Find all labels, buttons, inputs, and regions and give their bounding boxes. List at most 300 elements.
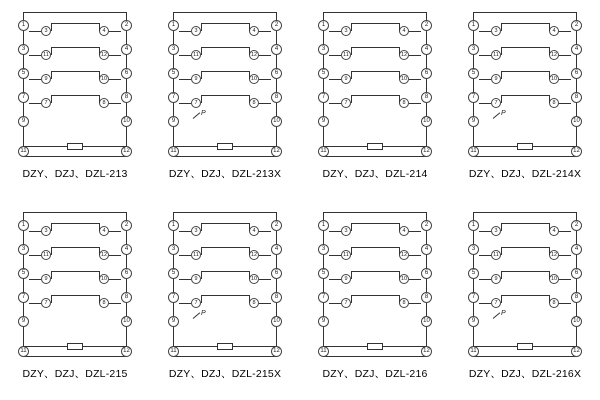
wire-right-0 (259, 231, 271, 232)
terminal-right-2[interactable]: 2 (271, 20, 282, 31)
terminal-left-3[interactable]: 3 (168, 244, 179, 255)
terminal-left-1[interactable]: 1 (468, 20, 479, 31)
contact-leg-l-2 (201, 71, 202, 79)
coil-wire-left (473, 146, 517, 147)
terminal-left-1[interactable]: 1 (318, 220, 329, 231)
contact-leg-r-0 (399, 223, 400, 231)
wire-left-3 (329, 303, 341, 304)
wire-left-3 (179, 303, 191, 304)
contact-right-4[interactable]: 4 (249, 226, 259, 236)
terminal-left-11[interactable]: 11 (318, 346, 329, 357)
contact-left-9[interactable]: 9 (191, 74, 201, 84)
wire-left-1 (29, 255, 41, 256)
terminal-right-8[interactable]: 8 (121, 292, 132, 303)
contact-bridge-3 (351, 295, 399, 296)
diagram-outline (323, 12, 427, 157)
wire-right-0 (409, 31, 421, 32)
contact-left-3[interactable]: 3 (191, 226, 201, 236)
contact-left-7[interactable]: 7 (341, 298, 351, 308)
coil-wire-right (383, 146, 426, 147)
terminal-left-11[interactable]: 11 (168, 346, 179, 357)
contact-left-9[interactable]: 9 (191, 274, 201, 284)
terminal-right-10[interactable]: 10 (121, 316, 132, 327)
terminal-left-5[interactable]: 5 (18, 268, 29, 279)
contact-bridge-2 (51, 271, 99, 272)
terminal-left-11[interactable]: 11 (468, 146, 479, 157)
coil-wire-left (323, 346, 367, 347)
terminal-right-2[interactable]: 2 (271, 220, 282, 231)
contact-left-3[interactable]: 3 (41, 226, 51, 236)
wire-right-3 (109, 103, 121, 104)
terminal-left-5[interactable]: 5 (168, 268, 179, 279)
contact-right-10[interactable]: 10 (400, 276, 408, 282)
terminal-left-7[interactable]: 7 (318, 292, 329, 303)
wire-right-3 (259, 103, 271, 104)
contact-leg-l-1 (201, 247, 202, 255)
contact-right-8[interactable]: 8 (99, 98, 109, 108)
terminal-left-7[interactable]: 7 (468, 92, 479, 103)
wire-left-1 (179, 255, 191, 256)
contact-left-7[interactable]: 7 (491, 98, 501, 108)
contact-right-10[interactable]: 10 (250, 76, 258, 82)
terminal-right-4[interactable]: 4 (421, 44, 432, 55)
wire-right-2 (409, 79, 421, 80)
terminal-right-8[interactable]: 8 (121, 92, 132, 103)
terminal-right-8[interactable]: 8 (421, 292, 432, 303)
terminal-left-5[interactable]: 5 (18, 68, 29, 79)
terminal-right-6[interactable]: 6 (271, 68, 282, 79)
terminal-right-6[interactable]: 6 (421, 268, 432, 279)
wire-left-0 (179, 31, 191, 32)
contact-bridge-2 (501, 271, 549, 272)
contact-left-7[interactable]: 7 (341, 98, 351, 108)
terminal-left-9[interactable]: 9 (468, 116, 479, 127)
wire-left-2 (29, 279, 41, 280)
wire-left-2 (479, 279, 491, 280)
diagram-caption: DZY、DZJ、DZL-215X (168, 368, 282, 380)
contact-left-3[interactable]: 3 (341, 26, 351, 36)
wire-right-0 (109, 31, 121, 32)
terminal-right-8[interactable]: 8 (271, 92, 282, 103)
contact-left-11[interactable]: 11 (491, 250, 501, 260)
contact-left-9[interactable]: 9 (491, 274, 501, 284)
diagram-cell-dzl-216 (300, 200, 450, 400)
terminal-right-8[interactable]: 8 (571, 292, 582, 303)
wire-left-3 (179, 103, 191, 104)
wire-left-1 (479, 55, 491, 56)
contact-right-4[interactable]: 4 (549, 226, 559, 236)
contact-right-4[interactable]: 4 (399, 26, 409, 36)
contact-left-9[interactable]: 9 (341, 274, 351, 284)
contact-bridge-2 (351, 271, 399, 272)
terminal-left-9[interactable]: 9 (18, 116, 29, 127)
terminal-right-6[interactable]: 6 (571, 68, 582, 79)
terminal-left-3[interactable]: 3 (18, 44, 29, 55)
terminal-left-1[interactable]: 1 (168, 220, 179, 231)
diagram-caption: DZY、DZJ、DZL-216 (322, 368, 428, 380)
terminal-left-3[interactable]: 3 (318, 244, 329, 255)
contact-right-10[interactable]: 10 (100, 76, 108, 82)
coil-symbol (517, 143, 533, 150)
contact-leg-l-3 (351, 295, 352, 303)
terminal-right-12[interactable]: 12 (421, 146, 432, 157)
contact-leg-l-1 (201, 47, 202, 55)
contact-right-8[interactable]: 8 (249, 298, 259, 308)
terminal-right-8[interactable]: 8 (421, 92, 432, 103)
terminal-right-2[interactable]: 2 (571, 220, 582, 231)
contact-leg-r-2 (249, 271, 250, 279)
wire-left-3 (479, 103, 491, 104)
contact-right-10[interactable]: 10 (550, 76, 558, 82)
contact-leg-l-0 (201, 23, 202, 31)
terminal-left-11[interactable]: 11 (318, 146, 329, 157)
wire-left-1 (329, 255, 341, 256)
wire-left-3 (29, 303, 41, 304)
terminal-left-11[interactable]: 11 (18, 346, 29, 357)
contact-right-8[interactable]: 8 (549, 98, 559, 108)
terminal-left-7[interactable]: 7 (18, 292, 29, 303)
terminal-right-6[interactable]: 6 (421, 68, 432, 79)
coil-riser-right (126, 127, 127, 146)
contact-left-3[interactable]: 3 (491, 226, 501, 236)
contact-right-10[interactable]: 10 (550, 276, 558, 282)
terminal-left-7[interactable]: 7 (168, 92, 179, 103)
terminal-right-12[interactable]: 12 (271, 146, 282, 157)
terminal-left-11[interactable]: 11 (468, 346, 479, 357)
wire-left-2 (29, 79, 41, 80)
contact-right-12[interactable]: 12 (250, 252, 258, 258)
contact-bridge-1 (351, 47, 399, 48)
wire-left-2 (329, 79, 341, 80)
terminal-left-3[interactable]: 3 (468, 244, 479, 255)
contact-right-4[interactable]: 4 (399, 226, 409, 236)
contact-bridge-0 (501, 223, 549, 224)
terminal-right-10[interactable]: 10 (271, 316, 282, 327)
terminal-right-2[interactable]: 2 (121, 220, 132, 231)
contact-leg-l-2 (51, 271, 52, 279)
terminal-right-4[interactable]: 4 (271, 44, 282, 55)
terminal-left-9[interactable]: 9 (168, 116, 179, 127)
contact-leg-r-0 (549, 23, 550, 31)
terminal-left-5[interactable]: 5 (468, 268, 479, 279)
contact-bridge-0 (351, 23, 399, 24)
terminal-right-12[interactable]: 12 (271, 346, 282, 357)
contact-left-11[interactable]: 11 (341, 50, 351, 60)
terminal-right-10[interactable]: 10 (421, 316, 432, 327)
contact-bridge-0 (501, 23, 549, 24)
contact-right-8[interactable]: 8 (399, 98, 409, 108)
contact-leg-r-1 (549, 247, 550, 255)
coil-riser-right (576, 127, 577, 146)
terminal-left-5[interactable]: 5 (168, 68, 179, 79)
terminal-right-6[interactable]: 6 (121, 268, 132, 279)
wire-right-2 (109, 279, 121, 280)
contact-leg-l-3 (201, 95, 202, 103)
wire-left-1 (29, 55, 41, 56)
terminal-right-10[interactable]: 10 (571, 316, 582, 327)
diagram-cell-dzl-215 (0, 200, 150, 400)
terminal-left-9[interactable]: 9 (168, 316, 179, 327)
contact-left-11[interactable]: 11 (41, 250, 51, 260)
contact-leg-l-0 (51, 23, 52, 31)
contact-left-11[interactable]: 11 (191, 50, 201, 60)
terminal-left-1[interactable]: 1 (18, 220, 29, 231)
wire-left-2 (179, 79, 191, 80)
terminal-right-10[interactable]: 10 (271, 116, 282, 127)
contact-left-9[interactable]: 9 (341, 74, 351, 84)
wire-right-3 (409, 303, 421, 304)
contact-right-12[interactable]: 12 (100, 252, 108, 258)
terminal-left-7[interactable]: 7 (468, 292, 479, 303)
contact-right-8[interactable]: 8 (249, 98, 259, 108)
terminal-right-6[interactable]: 6 (271, 268, 282, 279)
terminal-left-1[interactable]: 1 (168, 20, 179, 31)
contact-left-7[interactable]: 7 (41, 298, 51, 308)
terminal-left-5[interactable]: 5 (468, 68, 479, 79)
contact-left-11[interactable]: 11 (491, 50, 501, 60)
coil-riser-right (426, 327, 427, 346)
contact-leg-r-1 (99, 247, 100, 255)
wire-right-0 (559, 231, 571, 232)
contact-leg-l-1 (351, 47, 352, 55)
contact-leg-r-1 (249, 47, 250, 55)
diagram-caption: DZY、DZJ、DZL-215 (22, 368, 128, 380)
wire-left-3 (29, 103, 41, 104)
terminal-left-7[interactable]: 7 (18, 92, 29, 103)
contact-leg-l-3 (51, 295, 52, 303)
wire-right-1 (259, 55, 271, 56)
contact-right-12[interactable]: 12 (550, 52, 558, 58)
contact-leg-l-0 (501, 23, 502, 31)
terminal-left-9[interactable]: 9 (318, 116, 329, 127)
diagram-cell-dzl-215x (150, 200, 300, 400)
coil-wire-right (83, 346, 126, 347)
wire-right-1 (559, 255, 571, 256)
coil-riser-left (23, 127, 24, 146)
wire-right-0 (559, 31, 571, 32)
contact-bridge-3 (501, 95, 549, 96)
wire-left-1 (479, 255, 491, 256)
terminal-right-4[interactable]: 4 (271, 244, 282, 255)
terminal-right-12[interactable]: 12 (571, 346, 582, 357)
wire-right-2 (559, 79, 571, 80)
contact-leg-r-0 (99, 23, 100, 31)
contact-left-11[interactable]: 11 (41, 50, 51, 60)
terminal-right-4[interactable]: 4 (571, 244, 582, 255)
contact-leg-l-1 (501, 47, 502, 55)
contact-leg-l-0 (51, 223, 52, 231)
contact-left-9[interactable]: 9 (41, 74, 51, 84)
contact-right-8[interactable]: 8 (399, 298, 409, 308)
contact-right-12[interactable]: 12 (250, 52, 258, 58)
contact-bridge-3 (201, 295, 249, 296)
coil-riser-right (426, 127, 427, 146)
terminal-right-12[interactable]: 12 (121, 146, 132, 157)
wire-left-2 (179, 279, 191, 280)
terminal-left-9[interactable]: 9 (468, 316, 479, 327)
terminal-right-6[interactable]: 6 (121, 68, 132, 79)
coil-symbol (367, 343, 383, 350)
terminal-right-2[interactable]: 2 (421, 220, 432, 231)
wire-right-2 (109, 79, 121, 80)
contact-right-4[interactable]: 4 (99, 226, 109, 236)
contact-left-9[interactable]: 9 (41, 274, 51, 284)
wire-right-1 (109, 255, 121, 256)
diagram-cell-dzl-214 (300, 0, 450, 200)
contact-bridge-2 (51, 71, 99, 72)
contact-right-10[interactable]: 10 (400, 76, 408, 82)
contact-leg-r-0 (249, 223, 250, 231)
diagram-caption: DZY、DZJ、DZL-213 (22, 168, 128, 180)
contact-right-4[interactable]: 4 (99, 26, 109, 36)
contact-leg-r-2 (399, 71, 400, 79)
contact-leg-l-3 (201, 295, 202, 303)
coil-wire-left (323, 146, 367, 147)
contact-right-12[interactable]: 12 (400, 52, 408, 58)
contact-leg-r-0 (249, 23, 250, 31)
contact-bridge-3 (201, 95, 249, 96)
contact-leg-l-3 (51, 95, 52, 103)
wire-left-1 (179, 55, 191, 56)
diagram-outline (23, 212, 127, 357)
diagram-cell-dzl-216x (450, 200, 600, 400)
wire-right-1 (409, 55, 421, 56)
terminal-right-2[interactable]: 2 (121, 20, 132, 31)
coil-riser-left (473, 327, 474, 346)
p-marker-label: P (501, 110, 506, 117)
wire-right-2 (559, 279, 571, 280)
contact-leg-r-3 (99, 95, 100, 103)
contact-bridge-1 (501, 247, 549, 248)
contact-leg-r-2 (99, 271, 100, 279)
wire-right-0 (409, 231, 421, 232)
terminal-left-1[interactable]: 1 (468, 220, 479, 231)
wire-right-3 (109, 303, 121, 304)
coil-wire-right (533, 346, 576, 347)
contact-leg-r-3 (399, 95, 400, 103)
wire-right-3 (559, 303, 571, 304)
terminal-left-11[interactable]: 11 (18, 146, 29, 157)
terminal-right-10[interactable]: 10 (421, 116, 432, 127)
wire-right-1 (259, 255, 271, 256)
contact-leg-l-1 (51, 47, 52, 55)
coil-symbol (517, 343, 533, 350)
contact-left-9[interactable]: 9 (491, 74, 501, 84)
terminal-right-8[interactable]: 8 (271, 292, 282, 303)
terminal-left-5[interactable]: 5 (318, 68, 329, 79)
contact-left-3[interactable]: 3 (341, 226, 351, 236)
terminal-right-4[interactable]: 4 (121, 44, 132, 55)
contact-bridge-0 (51, 223, 99, 224)
contact-left-11[interactable]: 11 (341, 250, 351, 260)
diagram-caption: DZY、DZJ、DZL-213X (168, 168, 282, 180)
terminal-right-4[interactable]: 4 (571, 44, 582, 55)
terminal-left-3[interactable]: 3 (168, 44, 179, 55)
contact-right-4[interactable]: 4 (249, 26, 259, 36)
contact-left-3[interactable]: 3 (491, 26, 501, 36)
contact-bridge-3 (501, 295, 549, 296)
contact-left-3[interactable]: 3 (191, 26, 201, 36)
terminal-right-12[interactable]: 12 (121, 346, 132, 357)
terminal-left-9[interactable]: 9 (318, 316, 329, 327)
terminal-right-10[interactable]: 10 (571, 116, 582, 127)
contact-left-7[interactable]: 7 (41, 98, 51, 108)
terminal-right-12[interactable]: 12 (571, 146, 582, 157)
contact-leg-r-3 (249, 95, 250, 103)
contact-bridge-3 (51, 95, 99, 96)
terminal-left-3[interactable]: 3 (18, 244, 29, 255)
contact-leg-r-1 (99, 47, 100, 55)
terminal-right-10[interactable]: 10 (121, 116, 132, 127)
contact-bridge-2 (201, 271, 249, 272)
contact-right-4[interactable]: 4 (549, 26, 559, 36)
terminal-right-2[interactable]: 2 (421, 20, 432, 31)
contact-bridge-1 (51, 47, 99, 48)
diagram-outline (23, 12, 127, 157)
terminal-right-4[interactable]: 4 (121, 244, 132, 255)
contact-leg-r-0 (99, 223, 100, 231)
contact-leg-r-3 (399, 295, 400, 303)
terminal-left-7[interactable]: 7 (168, 292, 179, 303)
terminal-right-2[interactable]: 2 (571, 20, 582, 31)
coil-wire-right (83, 146, 126, 147)
contact-right-10[interactable]: 10 (250, 276, 258, 282)
contact-leg-l-0 (351, 23, 352, 31)
terminal-left-11[interactable]: 11 (168, 146, 179, 157)
diagram-cell-dzl-214x (450, 0, 600, 200)
coil-wire-left (23, 146, 67, 147)
diagram-outline (173, 212, 277, 357)
contact-leg-r-2 (249, 71, 250, 79)
terminal-left-1[interactable]: 1 (18, 20, 29, 31)
contact-left-7[interactable]: 7 (491, 298, 501, 308)
terminal-right-12[interactable]: 12 (421, 346, 432, 357)
contact-leg-r-0 (399, 23, 400, 31)
contact-left-11[interactable]: 11 (191, 250, 201, 260)
terminal-right-4[interactable]: 4 (421, 244, 432, 255)
terminal-left-1[interactable]: 1 (318, 20, 329, 31)
wire-left-0 (329, 31, 341, 32)
terminal-left-3[interactable]: 3 (468, 44, 479, 55)
contact-left-7[interactable]: 7 (191, 298, 201, 308)
coil-symbol (217, 143, 233, 150)
contact-right-12[interactable]: 12 (400, 252, 408, 258)
contact-leg-l-0 (201, 223, 202, 231)
contact-left-7[interactable]: 7 (191, 98, 201, 108)
coil-wire-right (233, 346, 276, 347)
terminal-right-6[interactable]: 6 (571, 268, 582, 279)
wire-right-2 (259, 279, 271, 280)
contact-right-8[interactable]: 8 (549, 298, 559, 308)
p-marker-label: P (201, 310, 206, 317)
terminal-left-3[interactable]: 3 (318, 44, 329, 55)
contact-leg-r-1 (549, 47, 550, 55)
coil-riser-left (473, 127, 474, 146)
contact-leg-l-0 (351, 223, 352, 231)
coil-symbol (217, 343, 233, 350)
contact-right-8[interactable]: 8 (99, 298, 109, 308)
contact-right-12[interactable]: 12 (550, 252, 558, 258)
contact-right-12[interactable]: 12 (100, 52, 108, 58)
contact-left-3[interactable]: 3 (41, 26, 51, 36)
contact-right-10[interactable]: 10 (100, 276, 108, 282)
terminal-left-7[interactable]: 7 (318, 92, 329, 103)
terminal-left-9[interactable]: 9 (18, 316, 29, 327)
contact-bridge-1 (201, 47, 249, 48)
terminal-right-8[interactable]: 8 (571, 92, 582, 103)
contact-leg-r-2 (399, 271, 400, 279)
terminal-left-5[interactable]: 5 (318, 268, 329, 279)
